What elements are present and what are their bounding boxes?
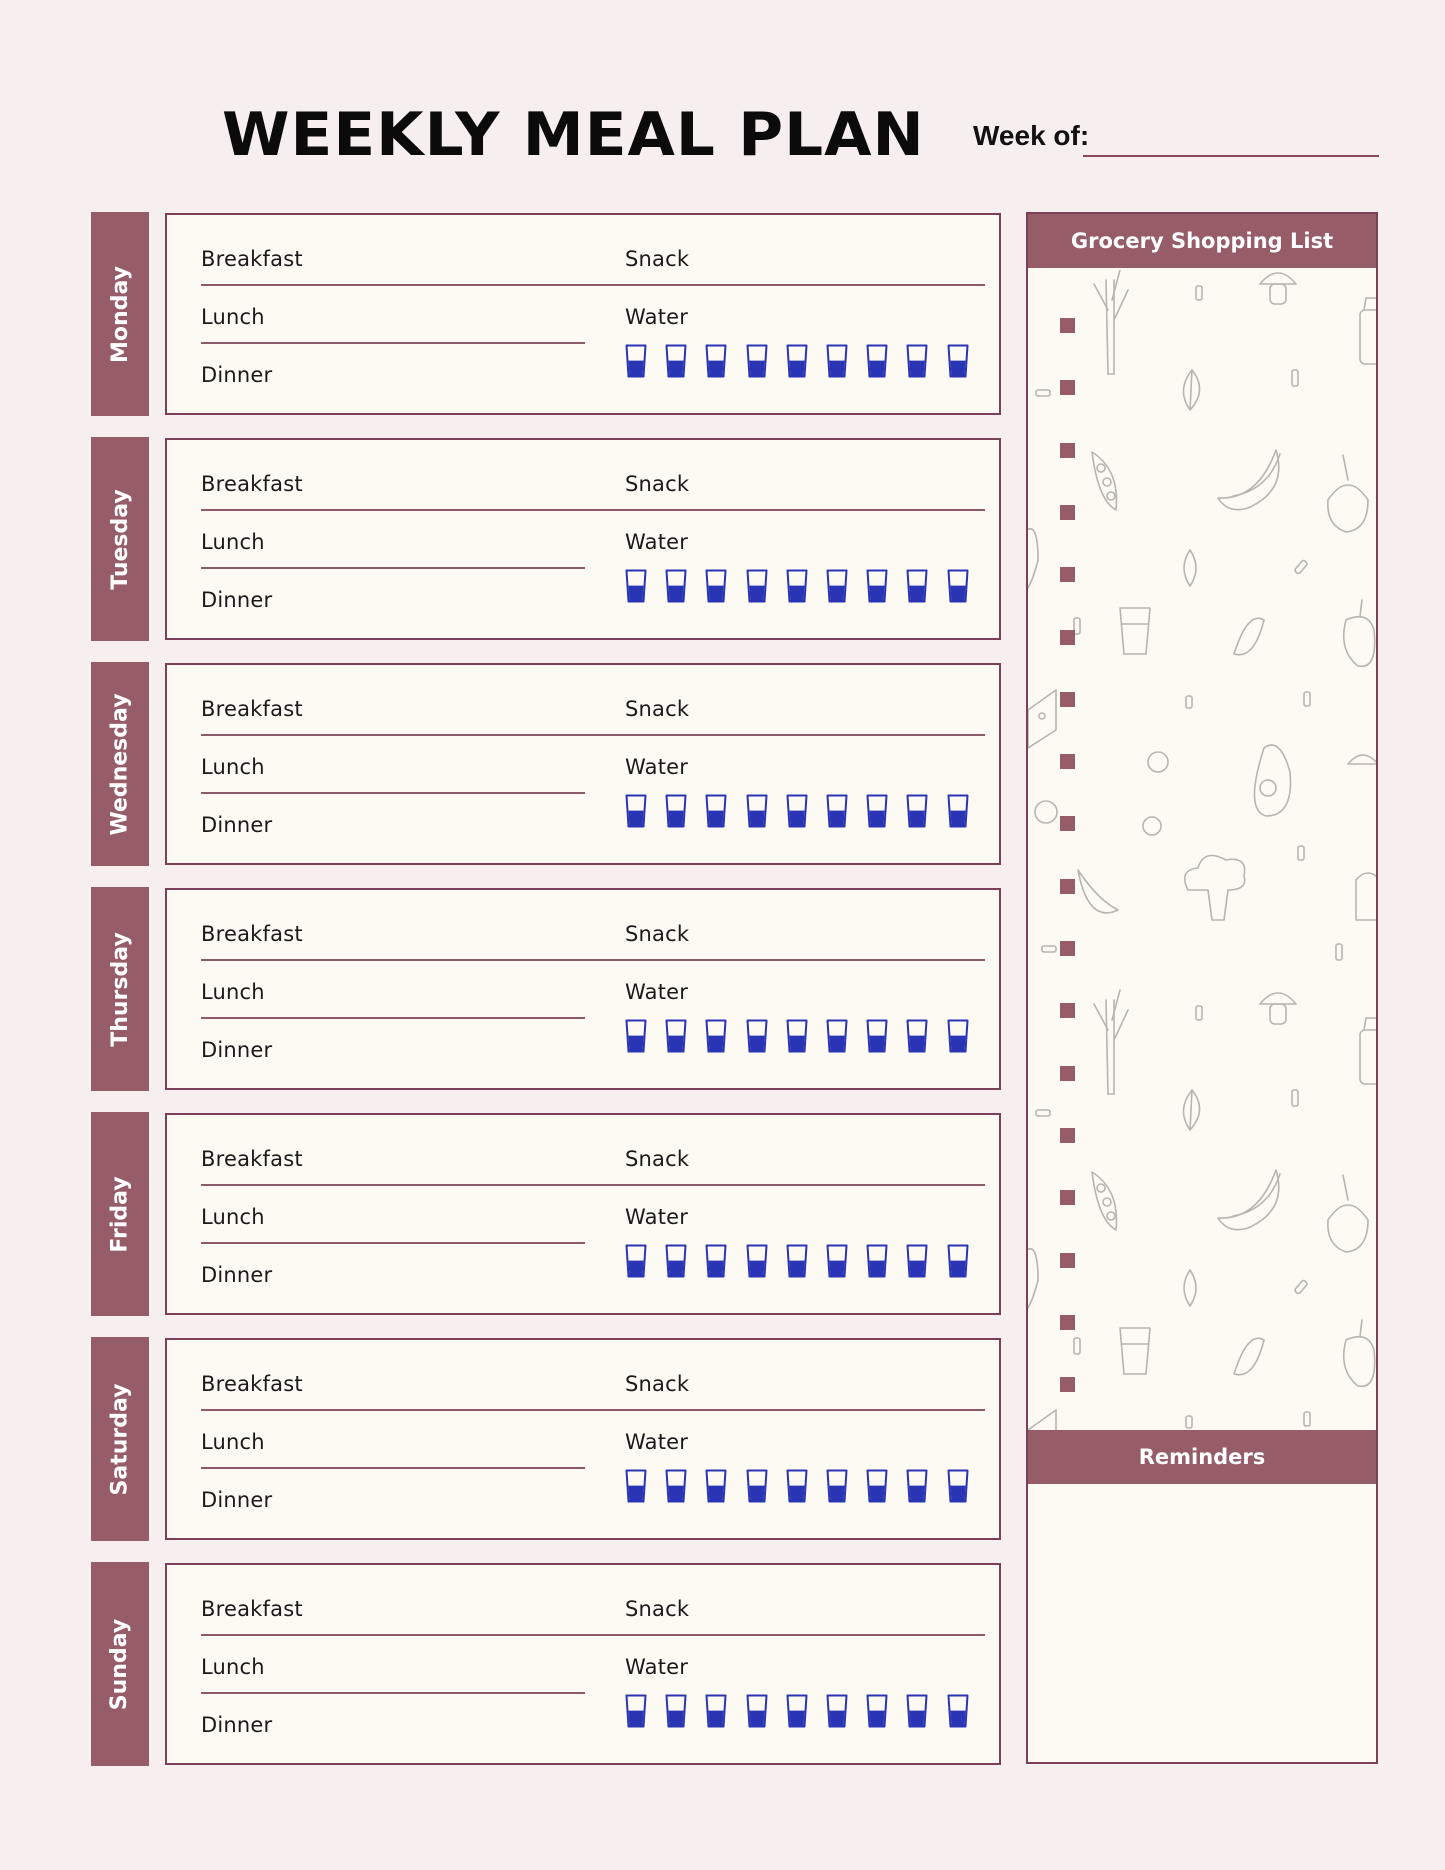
day-tab-friday bbox=[91, 1112, 149, 1316]
day-tab-wednesday bbox=[91, 662, 149, 866]
day-tab-monday bbox=[91, 212, 149, 416]
avocado-doodle-icon bbox=[1254, 745, 1290, 816]
water-label: Water bbox=[625, 1205, 689, 1229]
milk-bottle-doodle-icon bbox=[1360, 298, 1376, 364]
water-glass-icon[interactable] bbox=[746, 1019, 768, 1053]
water-glass-icon[interactable] bbox=[705, 344, 727, 378]
water-glass-icon[interactable] bbox=[866, 794, 888, 828]
grocery-checkbox[interactable] bbox=[1060, 1128, 1075, 1143]
day-box-tuesday bbox=[165, 438, 1001, 640]
water-glass-icon[interactable] bbox=[826, 1694, 848, 1728]
water-glass-icon[interactable] bbox=[786, 1469, 808, 1503]
water-tracker bbox=[625, 569, 985, 605]
water-glass-icon[interactable] bbox=[625, 344, 647, 378]
water-glass-icon[interactable] bbox=[947, 569, 969, 603]
breakfast-snack-entry-line[interactable] bbox=[201, 734, 985, 736]
lunch-entry-line[interactable] bbox=[201, 1017, 585, 1019]
day-name: Tuesday bbox=[107, 488, 133, 590]
day-name: Wednesday bbox=[107, 692, 133, 836]
breakfast-snack-entry-line[interactable] bbox=[201, 959, 985, 961]
dinner-label: Dinner bbox=[201, 1713, 273, 1737]
water-glass-icon[interactable] bbox=[705, 1694, 727, 1728]
water-label: Water bbox=[625, 530, 689, 554]
water-glass-icon[interactable] bbox=[746, 1244, 768, 1278]
lunch-label: Lunch bbox=[201, 980, 265, 1004]
water-glass-icon[interactable] bbox=[866, 569, 888, 603]
leaf-doodle-icon bbox=[1184, 550, 1196, 586]
water-glass-icon[interactable] bbox=[746, 1694, 768, 1728]
breakfast-snack-entry-line[interactable] bbox=[201, 284, 985, 286]
water-label: Water bbox=[625, 1430, 689, 1454]
day-tab-sunday bbox=[91, 1562, 149, 1766]
snack-label: Snack bbox=[625, 922, 690, 946]
water-glass-icon[interactable] bbox=[906, 794, 928, 828]
water-glass-icon[interactable] bbox=[826, 569, 848, 603]
page-title: WEEKLY MEAL PLAN bbox=[222, 100, 925, 170]
lunch-label: Lunch bbox=[201, 755, 265, 779]
pineapple-doodle-icon bbox=[1356, 873, 1376, 920]
grocery-checkbox[interactable] bbox=[1060, 630, 1075, 645]
pineapple-doodle-icon bbox=[1028, 529, 1038, 592]
watermelon-doodle-icon bbox=[1078, 870, 1118, 913]
water-glass-icon[interactable] bbox=[665, 1019, 687, 1053]
bowl-doodle-icon bbox=[1348, 755, 1376, 764]
water-glass-icon[interactable] bbox=[906, 1469, 928, 1503]
breakfast-snack-entry-line[interactable] bbox=[201, 1634, 985, 1636]
day-name: Saturday bbox=[107, 1383, 133, 1495]
tomato-doodle-icon bbox=[1035, 801, 1161, 835]
water-glass-icon[interactable] bbox=[786, 1244, 808, 1278]
day-name: Friday bbox=[107, 1175, 133, 1253]
water-glass-icon[interactable] bbox=[947, 794, 969, 828]
cucumber-doodle-icon bbox=[1234, 618, 1264, 655]
water-glass-icon[interactable] bbox=[625, 569, 647, 603]
snack-label: Snack bbox=[625, 472, 690, 496]
cheese-doodle-icon bbox=[1028, 690, 1056, 748]
breakfast-label: Breakfast bbox=[201, 922, 303, 946]
snack-label: Snack bbox=[625, 1597, 690, 1621]
glass-doodle-icon bbox=[1120, 608, 1150, 654]
water-glass-icon[interactable] bbox=[906, 1019, 928, 1053]
breakfast-label: Breakfast bbox=[201, 697, 303, 721]
dinner-label: Dinner bbox=[201, 1038, 273, 1062]
pepper-doodle-icon bbox=[1344, 600, 1375, 666]
water-glass-icon[interactable] bbox=[947, 1694, 969, 1728]
water-glass-icon[interactable] bbox=[786, 1019, 808, 1053]
grocery-checkbox[interactable] bbox=[1060, 879, 1075, 894]
grocery-checkbox[interactable] bbox=[1060, 505, 1075, 520]
lunch-label: Lunch bbox=[201, 530, 265, 554]
dinner-label: Dinner bbox=[201, 363, 273, 387]
water-glass-icon[interactable] bbox=[665, 1469, 687, 1503]
water-glass-icon[interactable] bbox=[826, 1469, 848, 1503]
water-glass-icon[interactable] bbox=[746, 794, 768, 828]
grocery-checkbox[interactable] bbox=[1060, 1190, 1075, 1205]
grocery-checkbox[interactable] bbox=[1060, 1066, 1075, 1081]
lunch-entry-line[interactable] bbox=[201, 1467, 585, 1469]
grocery-checkbox[interactable] bbox=[1060, 318, 1075, 333]
day-tab-thursday bbox=[91, 887, 149, 1091]
water-glass-icon[interactable] bbox=[826, 1019, 848, 1053]
water-glass-icon[interactable] bbox=[746, 569, 768, 603]
lunch-label: Lunch bbox=[201, 305, 265, 329]
grocery-checkbox[interactable] bbox=[1060, 754, 1075, 769]
grocery-panel bbox=[1026, 212, 1378, 1764]
grocery-checkbox[interactable] bbox=[1060, 941, 1075, 956]
water-glass-icon[interactable] bbox=[665, 344, 687, 378]
water-glass-icon[interactable] bbox=[786, 569, 808, 603]
water-tracker bbox=[625, 1469, 985, 1505]
water-glass-icon[interactable] bbox=[786, 794, 808, 828]
dinner-label: Dinner bbox=[201, 1488, 273, 1512]
grocery-checkbox[interactable] bbox=[1060, 816, 1075, 831]
water-glass-icon[interactable] bbox=[826, 794, 848, 828]
dinner-label: Dinner bbox=[201, 1263, 273, 1287]
day-box-sunday bbox=[165, 1563, 1001, 1765]
grocery-checkbox[interactable] bbox=[1060, 567, 1075, 582]
snack-label: Snack bbox=[625, 697, 690, 721]
dinner-label: Dinner bbox=[201, 813, 273, 837]
breakfast-label: Breakfast bbox=[201, 1372, 303, 1396]
banana-doodle-icon bbox=[1218, 450, 1280, 510]
day-name: Sunday bbox=[107, 1618, 133, 1710]
water-glass-icon[interactable] bbox=[705, 1469, 727, 1503]
water-label: Water bbox=[625, 305, 689, 329]
day-name: Monday bbox=[107, 265, 133, 363]
mushroom-doodle-icon bbox=[1260, 273, 1296, 304]
breakfast-snack-entry-line[interactable] bbox=[201, 509, 985, 511]
lunch-label: Lunch bbox=[201, 1430, 265, 1454]
water-glass-icon[interactable] bbox=[705, 1019, 727, 1053]
water-glass-icon[interactable] bbox=[746, 1469, 768, 1503]
lunch-entry-line[interactable] bbox=[201, 567, 585, 569]
water-glass-icon[interactable] bbox=[665, 794, 687, 828]
water-glass-icon[interactable] bbox=[947, 344, 969, 378]
snack-label: Snack bbox=[625, 247, 690, 271]
breakfast-snack-entry-line[interactable] bbox=[201, 1184, 985, 1186]
breakfast-label: Breakfast bbox=[201, 1597, 303, 1621]
grocery-checkbox[interactable] bbox=[1060, 1253, 1075, 1268]
water-tracker bbox=[625, 1694, 985, 1730]
water-glass-icon[interactable] bbox=[866, 1244, 888, 1278]
water-glass-icon[interactable] bbox=[947, 1469, 969, 1503]
broccoli-doodle-icon bbox=[1185, 856, 1245, 921]
water-glass-icon[interactable] bbox=[705, 569, 727, 603]
water-glass-icon[interactable] bbox=[866, 1019, 888, 1053]
grocery-checkbox[interactable] bbox=[1060, 1003, 1075, 1018]
day-box-saturday bbox=[165, 1338, 1001, 1540]
water-glass-icon[interactable] bbox=[826, 1244, 848, 1278]
water-tracker bbox=[625, 344, 985, 380]
day-box-wednesday bbox=[165, 663, 1001, 865]
water-tracker bbox=[625, 1019, 985, 1055]
water-glass-icon[interactable] bbox=[665, 1694, 687, 1728]
water-tracker bbox=[625, 1244, 985, 1280]
water-glass-icon[interactable] bbox=[826, 344, 848, 378]
water-glass-icon[interactable] bbox=[906, 1244, 928, 1278]
week-of-label: Week of: bbox=[973, 120, 1090, 151]
water-glass-icon[interactable] bbox=[906, 344, 928, 378]
snack-label: Snack bbox=[625, 1372, 690, 1396]
water-tracker bbox=[625, 794, 985, 830]
water-glass-icon[interactable] bbox=[705, 1244, 727, 1278]
week-of-input-line[interactable] bbox=[1083, 155, 1379, 157]
grocery-checkbox[interactable] bbox=[1060, 380, 1075, 395]
water-glass-icon[interactable] bbox=[625, 1019, 647, 1053]
breakfast-label: Breakfast bbox=[201, 1147, 303, 1171]
water-glass-icon[interactable] bbox=[625, 794, 647, 828]
water-glass-icon[interactable] bbox=[786, 344, 808, 378]
leaf-doodle-icon bbox=[1183, 370, 1199, 410]
water-glass-icon[interactable] bbox=[786, 1694, 808, 1728]
water-glass-icon[interactable] bbox=[625, 1244, 647, 1278]
snack-label: Snack bbox=[625, 1147, 690, 1171]
water-glass-icon[interactable] bbox=[866, 1469, 888, 1503]
day-box-thursday bbox=[165, 888, 1001, 1090]
water-glass-icon[interactable] bbox=[705, 794, 727, 828]
grocery-checkbox[interactable] bbox=[1060, 443, 1075, 458]
breakfast-snack-entry-line[interactable] bbox=[201, 1409, 985, 1411]
water-label: Water bbox=[625, 1655, 689, 1679]
grocery-checkbox[interactable] bbox=[1060, 1377, 1075, 1392]
day-tab-saturday bbox=[91, 1337, 149, 1541]
grocery-checkbox[interactable] bbox=[1060, 692, 1075, 707]
reminders-area[interactable] bbox=[1028, 1488, 1376, 1764]
grocery-header: Grocery Shopping List bbox=[1028, 214, 1376, 268]
water-glass-icon[interactable] bbox=[746, 344, 768, 378]
beet-doodle-icon bbox=[1328, 455, 1368, 532]
grocery-checkbox[interactable] bbox=[1060, 1315, 1075, 1330]
peapod-doodle-icon bbox=[1092, 452, 1117, 510]
water-label: Water bbox=[625, 980, 689, 1004]
lunch-entry-line[interactable] bbox=[201, 342, 585, 344]
water-glass-icon[interactable] bbox=[866, 1694, 888, 1728]
day-tab-tuesday bbox=[91, 437, 149, 641]
water-glass-icon[interactable] bbox=[665, 1244, 687, 1278]
day-box-monday bbox=[165, 213, 1001, 415]
crumb-doodle-icon bbox=[1036, 286, 1342, 960]
water-glass-icon[interactable] bbox=[665, 569, 687, 603]
water-label: Water bbox=[625, 755, 689, 779]
lunch-entry-line[interactable] bbox=[201, 1692, 585, 1694]
lunch-entry-line[interactable] bbox=[201, 1242, 585, 1244]
water-glass-icon[interactable] bbox=[906, 569, 928, 603]
lunch-label: Lunch bbox=[201, 1205, 265, 1229]
breakfast-label: Breakfast bbox=[201, 472, 303, 496]
day-name: Thursday bbox=[107, 931, 133, 1047]
water-glass-icon[interactable] bbox=[625, 1694, 647, 1728]
water-glass-icon[interactable] bbox=[947, 1019, 969, 1053]
water-glass-icon[interactable] bbox=[947, 1244, 969, 1278]
lunch-label: Lunch bbox=[201, 1655, 265, 1679]
reminders-header: Reminders bbox=[1028, 1430, 1376, 1484]
water-glass-icon[interactable] bbox=[906, 1694, 928, 1728]
day-box-friday bbox=[165, 1113, 1001, 1315]
water-glass-icon[interactable] bbox=[625, 1469, 647, 1503]
berry-doodle-icon bbox=[1148, 752, 1168, 772]
leek-doodle-icon bbox=[1094, 270, 1128, 374]
water-glass-icon[interactable] bbox=[866, 344, 888, 378]
breakfast-label: Breakfast bbox=[201, 247, 303, 271]
dinner-label: Dinner bbox=[201, 588, 273, 612]
lunch-entry-line[interactable] bbox=[201, 792, 585, 794]
